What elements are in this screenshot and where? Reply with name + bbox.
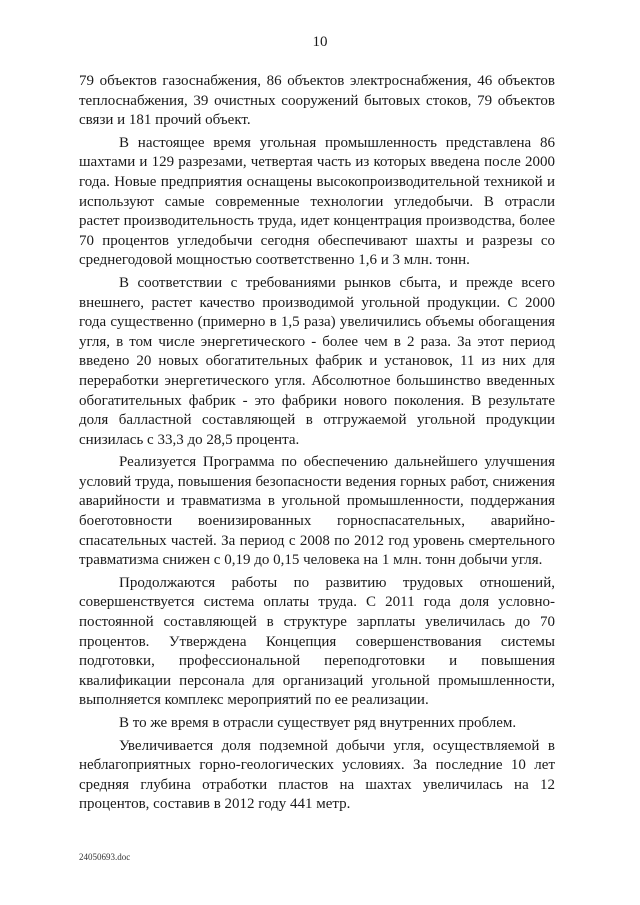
paragraph: В настоящее время угольная промышленность представлена 86 шахтами и 129 разрезами, четвертая часть из которых введена после 2000 года. Новые предприятия оснащены высокопроизводительной техникой и используют самые современные технологии угледобычи. В отрасли растет производительность труда, идет концентрация производства, более 70 процентов угледобычи сегодня обеспечивают шахты и разрезы со среднегодовой мощностью соответственно 1,6 и 3 млн. тонн. xyxy=(79,134,555,269)
document-file-code: 24050693.doc xyxy=(79,852,131,862)
document-body xyxy=(79,72,555,818)
paragraph: Реализуется Программа по обеспечению дальнейшего улучшения условий труда, повышения безопасности ведения горных работ, снижения аварийности и травматизма в угольной промышленности, поддержания боеготовности военизированных горноспасательных, аварийно-спасательных частей. За период с 2008 по 2012 год уровень смертельного травматизма снижен с 0,19 до 0,15 человека на 1 млн. тонн добычи угля. xyxy=(79,454,555,569)
paragraph: Увеличивается доля подземной добычи угля, осуществляемой в неблагоприятных горно-геологических условиях. За последние 10 лет средняя глубина отработки пластов на шахтах увеличилась на 12 процентов, составив в 2012 году 441 метр. xyxy=(79,737,555,813)
paragraph: Продолжаются работы по развитию трудовых отношений, совершенствуется система оплаты труда. С 2011 года доля условно-постоянной составляющей в структуре зарплаты увеличилась до 70 процентов. Утверждена Концепция совершенствования системы подготовки, профессиональной переподготовки и повышения квалификации персонала для организаций угольной промышленности, выполняется комплекс мероприятий по ее реализации. xyxy=(79,574,555,709)
paragraph: В то же время в отрасли существует ряд внутренних проблем. xyxy=(119,715,517,731)
page-number: 10 xyxy=(312,34,328,50)
paragraph: В соответствии с требованиями рынков сбыта, и прежде всего внешнего, растет качество производимой угольной продукции. С 2000 года существенно (примерно в 1,5 раза) увеличились объемы обогащения угля, в том числе энергетического - более чем в 2 раза. За этот период введено 20 новых обогатительных фабрик и установок, 11 из них для переработки энергетического угля. Абсолютное большинство введенных обогатительных фабрик - это фабрики нового поколения. В результате доля балластной составляющей в отгружаемой угольной продукции снизилась с 33,3 до 28,5 процента. xyxy=(79,274,555,448)
paragraph: 79 объектов газоснабжения, 86 объектов электроснабжения, 46 объектов теплоснабжения, 39 очистных сооружений бытовых стоков, 79 объектов связи и 181 прочий объект. xyxy=(79,73,555,129)
